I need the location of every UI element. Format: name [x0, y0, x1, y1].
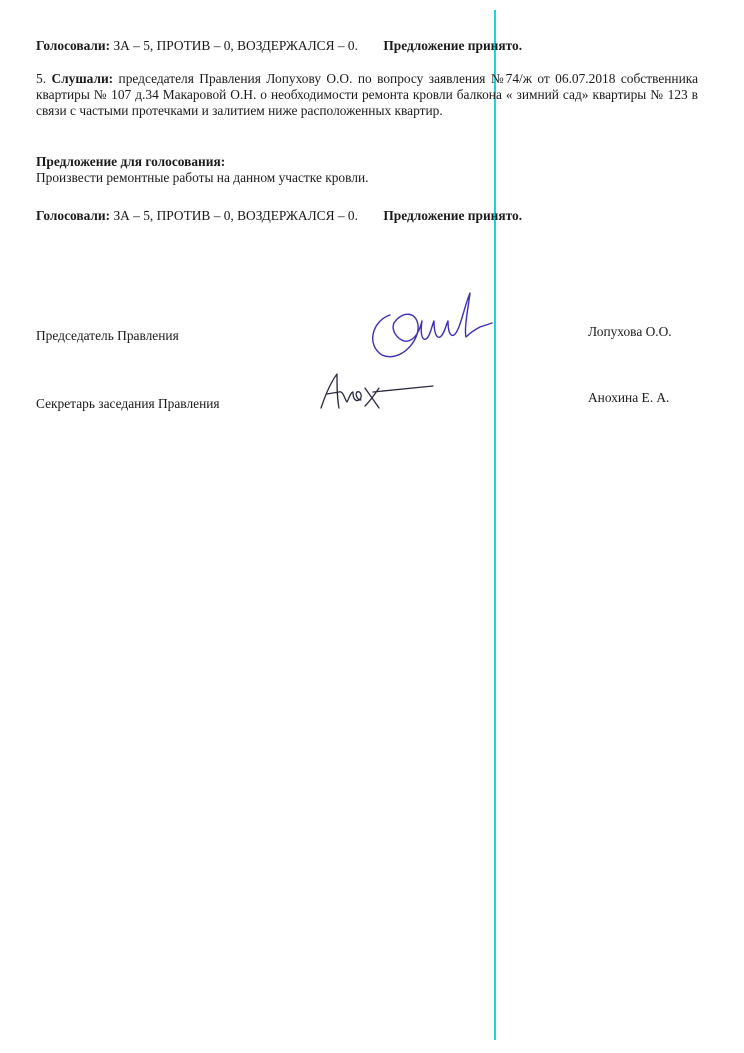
vote-label: Голосовали: — [36, 208, 111, 223]
scan-artifact-line — [494, 10, 496, 1040]
vote-result: Предложение принято. — [383, 38, 523, 53]
heard-label: Слушали: — [51, 71, 114, 86]
vote-line-1 — [36, 38, 522, 54]
vote-line-2 — [36, 208, 522, 224]
secretary-signature-icon — [315, 368, 440, 418]
item-text: председателя Правления Лопухову О.О. по вопросу заявления №74/ж от 06.07.2018 собственника квартиры № 107 д.34 Макаровой О.Н. о необходимости ремонта кровли балкона « зимний сад» квартиры № 123 в связи с частыми протечками и залитием ниже расположенных квартир. — [36, 71, 699, 118]
vote-counts: ЗА – 5, ПРОТИВ – 0, ВОЗДЕРЖАЛСЯ – 0. — [110, 38, 358, 53]
chair-signature-icon — [360, 285, 500, 365]
vote-result: Предложение принято. — [383, 208, 523, 223]
agenda-item-5 — [36, 71, 698, 119]
secretary-name: Анохина Е. А. — [588, 390, 670, 405]
vote-counts: ЗА – 5, ПРОТИВ – 0, ВОЗДЕРЖАЛСЯ – 0. — [110, 208, 358, 223]
vote-label: Голосовали: — [36, 38, 111, 53]
chair-role: Председатель Правления — [36, 328, 179, 343]
secretary-role: Секретарь заседания Правления — [36, 396, 220, 411]
item-number: 5. — [36, 71, 52, 86]
chair-name: Лопухова О.О. — [588, 324, 672, 339]
proposal-heading: Предложение для голосования: — [36, 154, 226, 169]
proposal-text: Произвести ремонтные работы на данном участке кровли. — [36, 170, 369, 185]
